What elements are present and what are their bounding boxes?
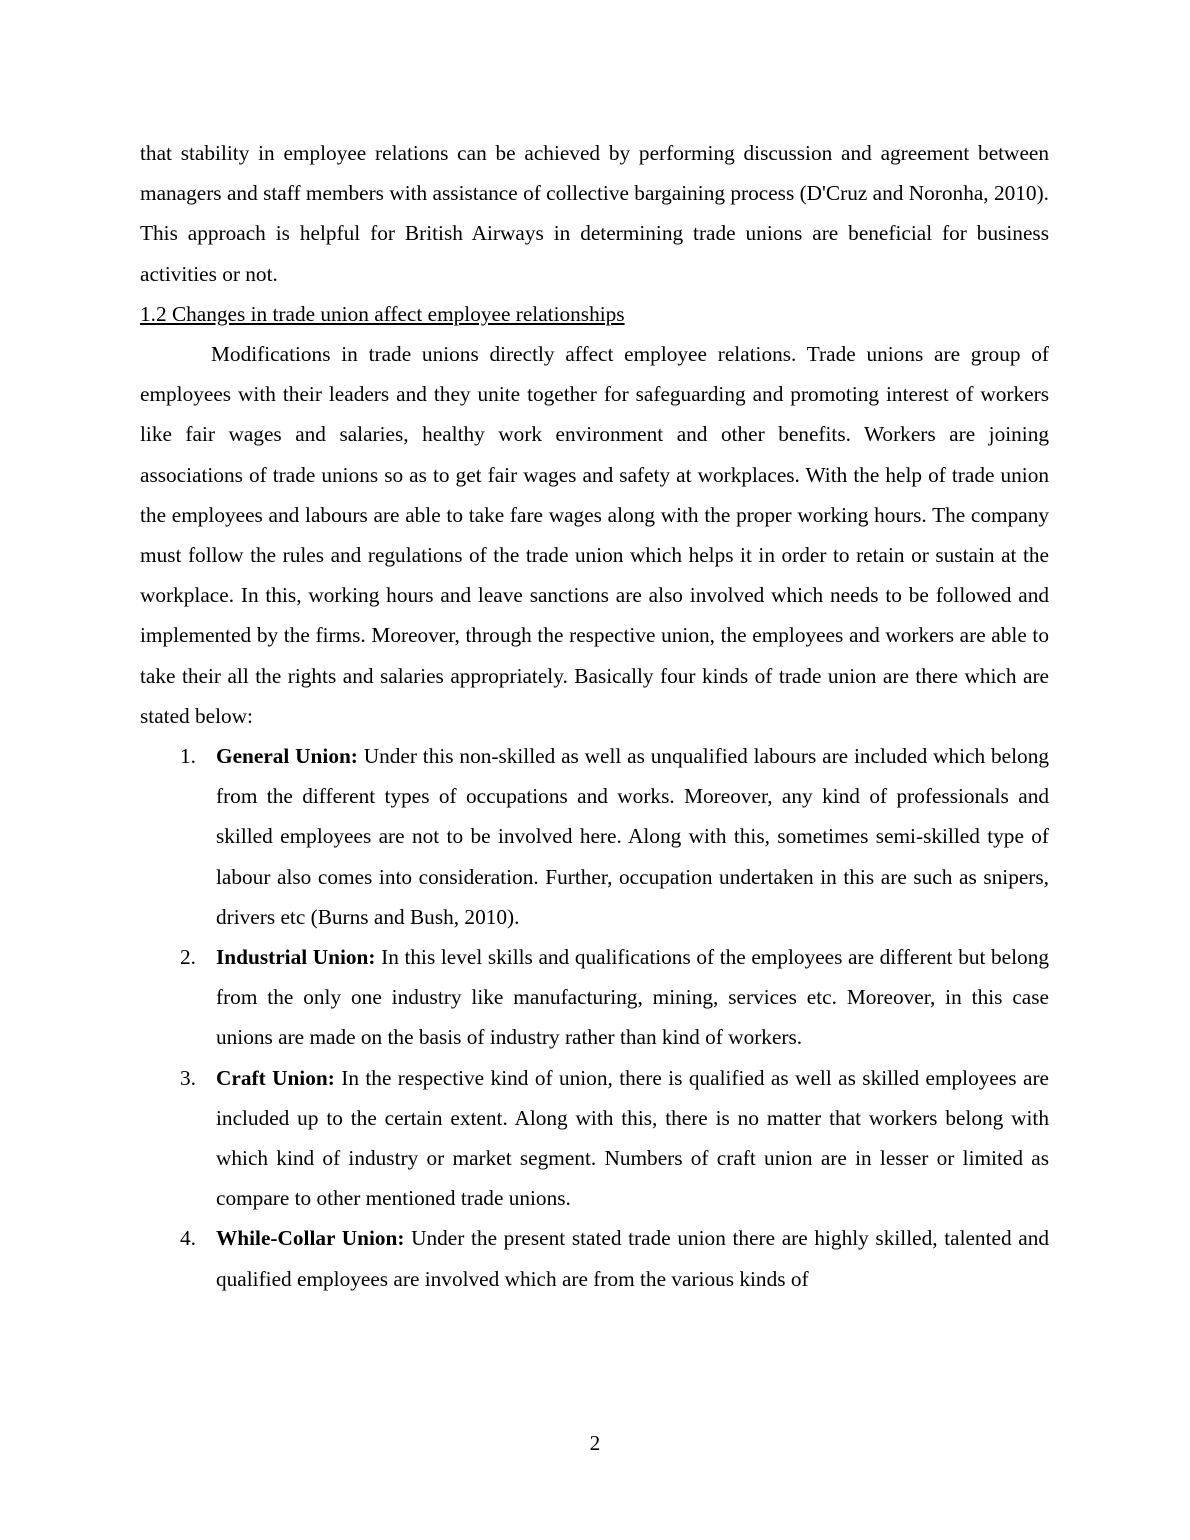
list-item-term: General Union: — [216, 744, 358, 769]
section-heading: 1.2 Changes in trade union affect employee relationships — [140, 301, 625, 326]
body-paragraph: Modifications in trade unions directly affect employee relations. Trade unions are group of employees with their leaders and they unite together for safeguarding and promoting interest of workers like fair wages and salaries, healthy work environment and other benefits. Workers are joining associations of trade unions so as to get fair wages and safety at workplaces. With the help of trade union the employees and labours are able to take fare wages along with the proper working hours. The company must follow the rules and regulations of the trade union which helps it in order to retain or sustain at the workplace. In this, working hours and leave sanctions are also involved which needs to be followed and implemented by the firms. Moreover, through the respective union, the employees and workers are able to take their all the rights and salaries appropriately. Basically four kinds of trade union are there which are stated below: — [140, 342, 1049, 728]
list-item-number: 4. — [180, 1226, 196, 1251]
list-item-term: Craft Union: — [216, 1065, 335, 1090]
page-number: 2 — [589, 1431, 601, 1455]
intro-paragraph: that stability in employee relations can be achieved by performing discussion and agreement between managers and staff members with assistance of collective bargaining process (D'Cruz and Noronha, 2010). This approach is helpful for British Airways in determining trade unions are beneficial for business activities or not. — [140, 141, 1049, 286]
list-item — [140, 937, 1049, 1058]
list-item — [140, 1218, 1049, 1298]
list-item — [140, 1058, 1049, 1219]
page-content — [140, 133, 1049, 1299]
list-item-number: 3. — [180, 1065, 196, 1090]
list-item-number: 2. — [180, 945, 196, 970]
list-item-term: Industrial Union: — [216, 945, 376, 970]
list-item-text: Under the present stated trade union there are highly skilled, talented and qualified employees are involved which are from the various kinds of — [216, 1226, 1049, 1291]
list-item-text: In this level skills and qualifications of the employees are different but belong from the only one industry like manufacturing, mining, services etc. Moreover, in this case unions are made on the basis of industry rather than kind of workers. — [216, 945, 1050, 1050]
list-item-text: In the respective kind of union, there is qualified as well as skilled employees are included up to the certain extent. Along with this, there is no matter that workers belong with which kind of industry or market segment. Numbers of craft union are in lesser or limited as compare to other mentioned trade unions. — [216, 1065, 1049, 1211]
list-item-term: While-Collar Union: — [216, 1226, 405, 1251]
union-types-list — [140, 736, 1049, 1299]
list-item-text: Under this non-skilled as well as unqualified labours are included which belong from the different types of occupations and works. Moreover, any kind of professionals and skilled employees are not to be involved here. Along with this, sometimes semi-skilled type of labour also comes into consideration. Further, occupation undertaken in this are such as snipers, drivers etc (Burns and Bush, 2010). — [216, 744, 1049, 929]
list-item-number: 1. — [180, 744, 196, 769]
list-item — [140, 736, 1049, 937]
